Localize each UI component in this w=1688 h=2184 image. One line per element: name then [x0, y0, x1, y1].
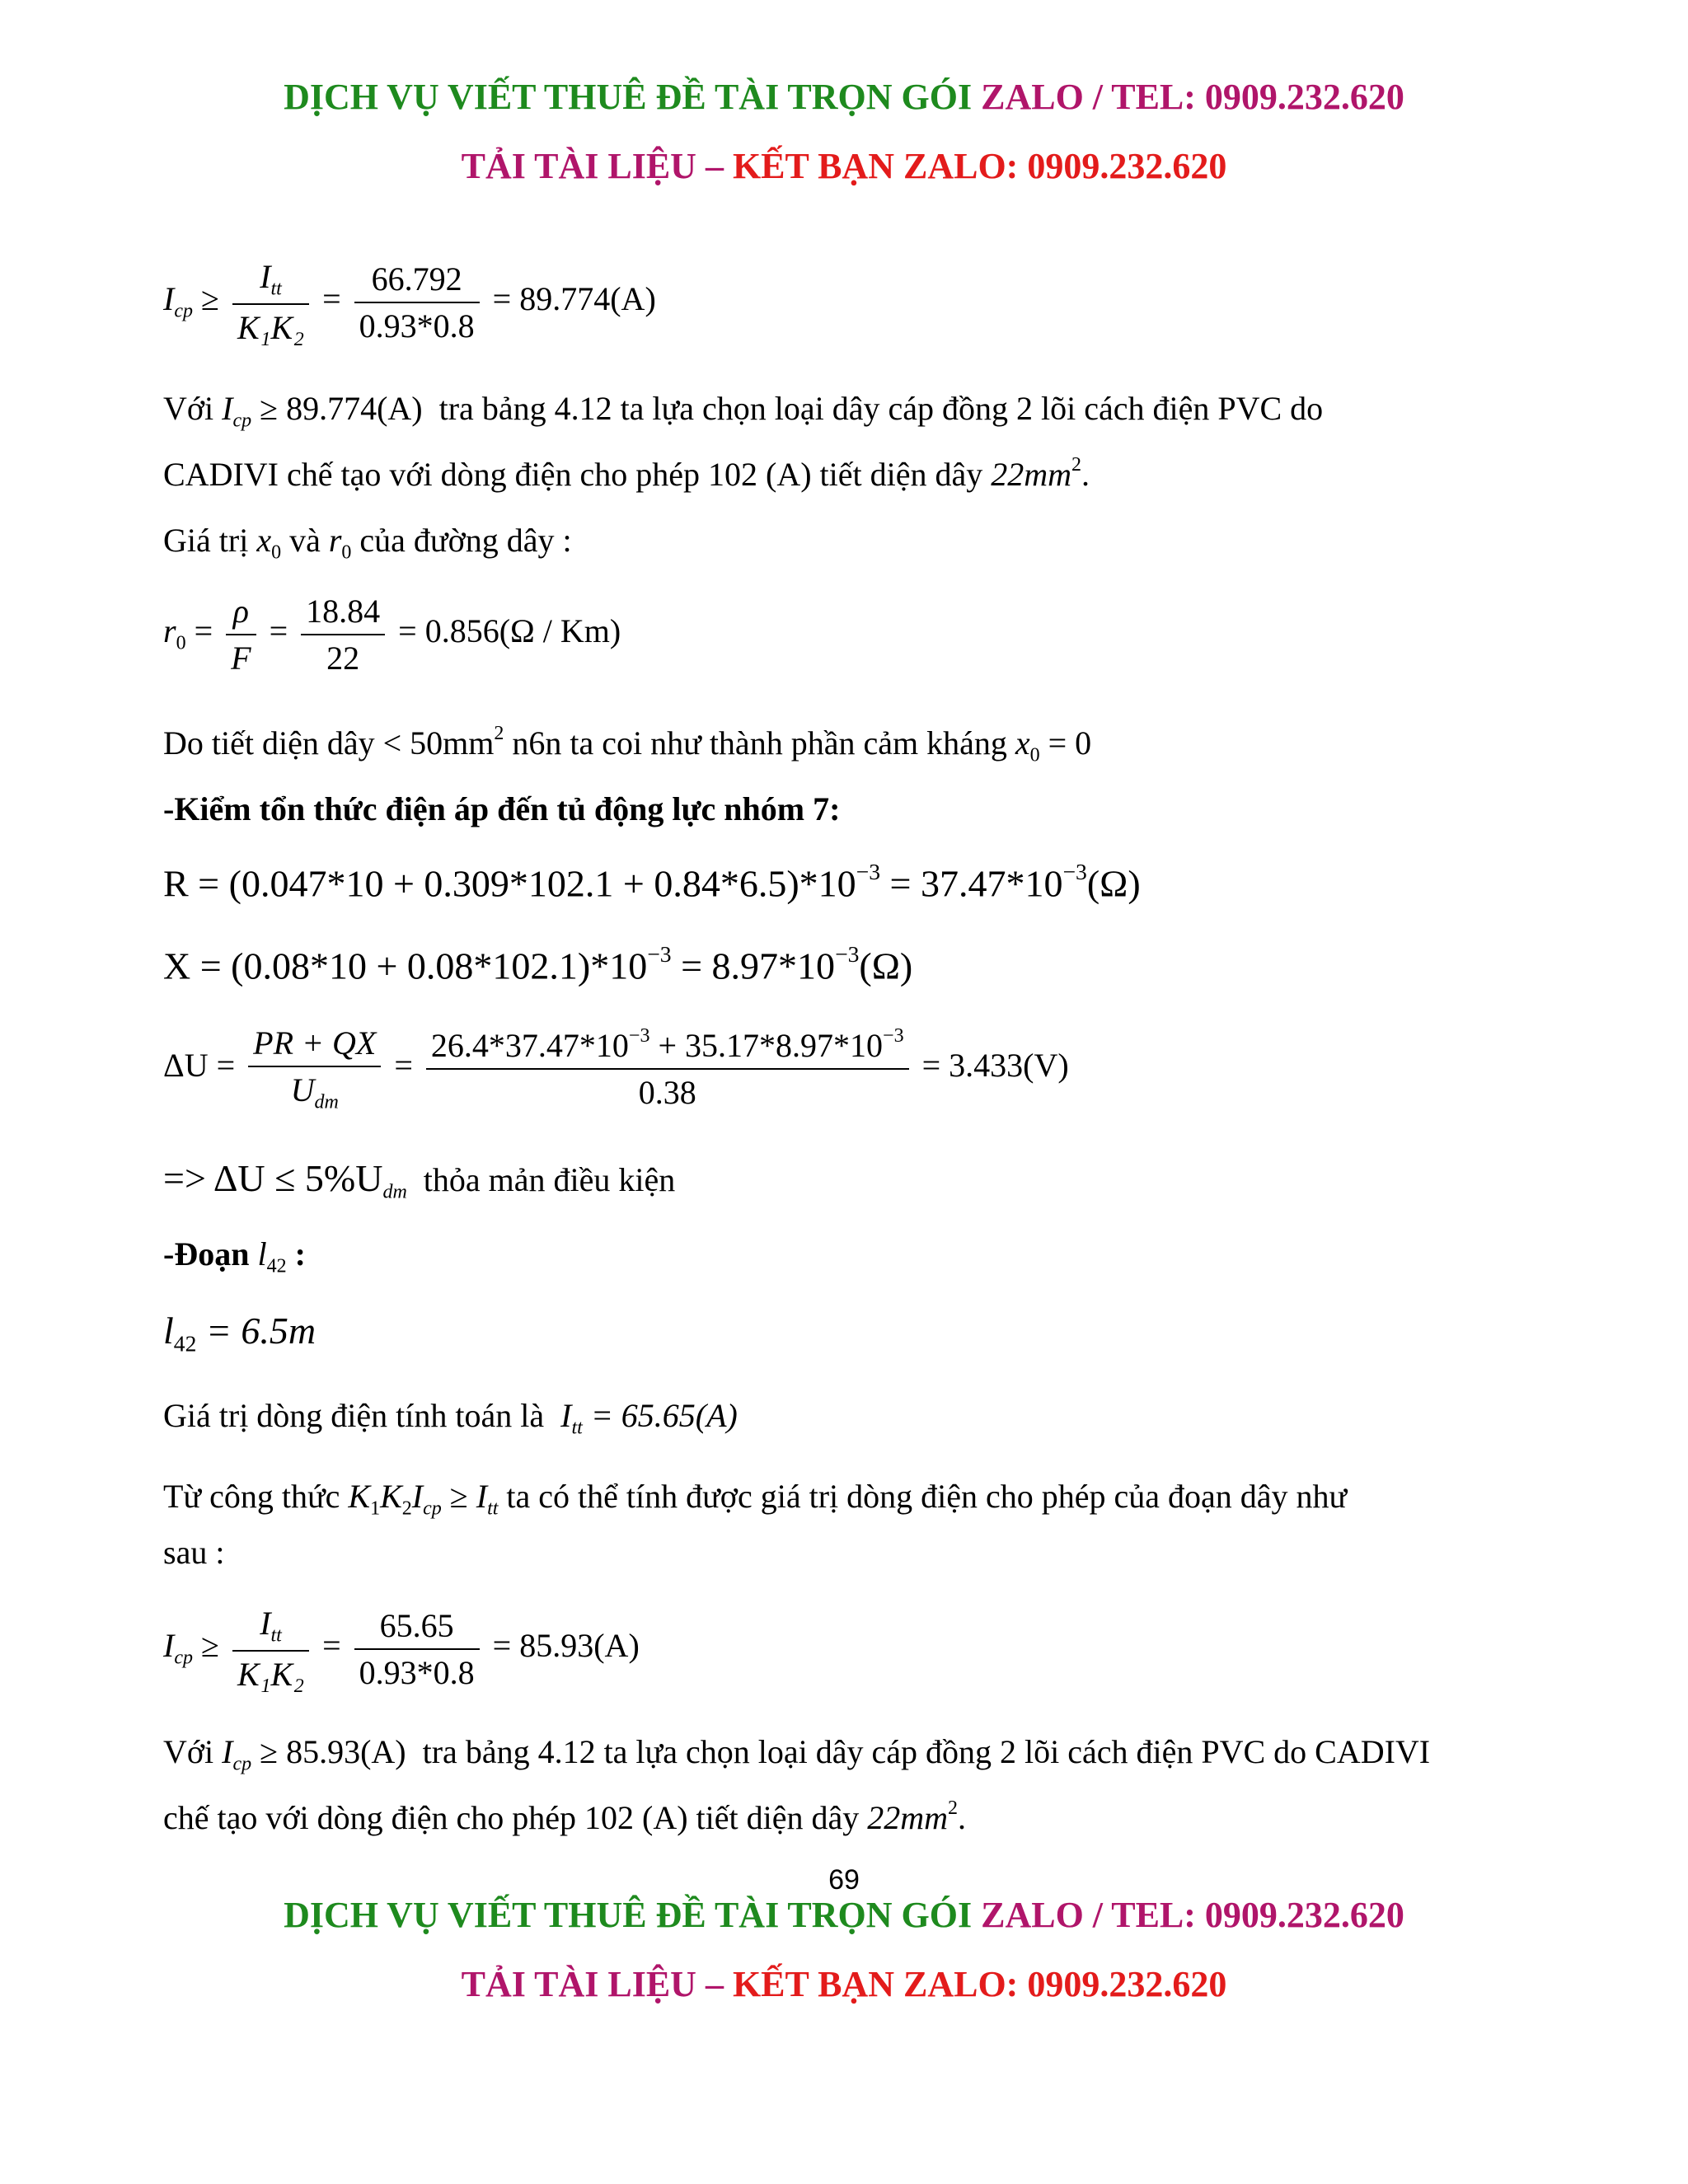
- paragraph-formula-cont: sau :: [163, 1534, 225, 1571]
- header-contact-text: ZALO / TEL: 0909.232.620: [981, 77, 1404, 117]
- footer-service-line: [0, 1894, 1688, 1936]
- footer-contact-text: ZALO / TEL: 0909.232.620: [981, 1895, 1404, 1935]
- header-download-line: [0, 145, 1688, 187]
- equation-delta-u: ΔU = $\frac{PR + QX}{U_{dm}}$ = $\frac{26.4*37.47*10^{-3} + 35.17*8.97*10^{-3}}{0.38}$ = 3.433(V): [163, 1024, 1069, 1113]
- heading-voltage-drop-group7: -Kiểm tổn thức điện áp đến tủ động lực nhóm 7:: [163, 790, 841, 827]
- paragraph-cadivi-1: CADIVI chế tạo với dòng điện cho phép 102 (A) tiết diện dây $22mm^2$.: [163, 454, 1090, 493]
- equation-l42: $l_{42} = 6.5m$: [163, 1310, 316, 1357]
- footer-zalo-text: KẾT BẠN ZALO: 0909.232.620: [732, 1964, 1227, 2004]
- footer-download-line: [0, 1963, 1688, 2005]
- paragraph-formula: Từ công thức $K_1K_2I_{cp} \ge I_{tt}$ ta có thể tính được giá trị dòng điện cho phép của đoạn dây như: [163, 1478, 1348, 1520]
- paragraph-select-cable-2: Với $I_{cp} \ge 85.93(A)$ tra bảng 4.12 ta lựa chọn loại dây cáp đồng 2 lõi cách điện PVC do CADIVI: [163, 1733, 1431, 1775]
- equation-reactance: $X = (0.08*10 + 0.08*102.1)*10^{-3} = 8.97*10^{-3}(\Omega)$: [163, 941, 913, 987]
- paragraph-select-cable-1: Với $I_{cp} \ge 89.774(A)$ tra bảng 4.12 ta lựa chọn loại dây cáp đồng 2 lõi cách điện PVC do: [163, 390, 1324, 432]
- paragraph-cadivi-2: chế tạo với dòng điện cho phép 102 (A) tiết diện dây $22mm^2$.: [163, 1797, 967, 1836]
- paragraph-calc-current: Giá trị dòng điện tính toán là $I_{tt} = 65.65(A)$: [163, 1397, 738, 1439]
- header-download-text: TẢI TÀI LIỆU –: [461, 146, 724, 186]
- header-service-text: DỊCH VỤ VIẾT THUÊ ĐỀ TÀI TRỌN GÓI: [284, 77, 973, 117]
- equation-r0: $r_0$ = $\frac{\rho}{F}$ = $\frac{18.84}{22}$ = 0.856(Ω / Km): [163, 593, 621, 677]
- page-number: 69: [828, 1864, 860, 1896]
- paragraph-x0-r0: Giá trị $x_0$ và $r_0$ của đường dây :: [163, 522, 572, 564]
- equation-resistance: $R = (0.047*10 + 0.309*102.1 + 0.84*6.5)*10^{-3} = 37.47*10^{-3}(\Omega)$: [163, 859, 1141, 905]
- footer-download-text: TẢI TÀI LIỆU –: [461, 1964, 724, 2004]
- equation-icp-2: $I_{cp}$ ≥ $\frac{I_{tt}}{\text{K₁K₂}}$ = $\frac{65.65}{0.93*0.8}$ = 85.93(A): [163, 1605, 640, 1694]
- heading-segment-l42: -Đoạn $l_{42}$ :: [163, 1235, 306, 1277]
- header-zalo-text: KẾT BẠN ZALO: 0909.232.620: [732, 146, 1227, 186]
- header-service-line: [0, 76, 1688, 118]
- paragraph-reactance: Do tiết diện dây < $50mm^2$ n6n ta coi như thành phần cảm kháng $x_0 = 0$: [163, 723, 1092, 766]
- paragraph-condition: => $\Delta U \le 5\%U_{dm}$ thỏa mản điều kiện: [163, 1157, 676, 1203]
- footer-service-text: DỊCH VỤ VIẾT THUÊ ĐỀ TÀI TRỌN GÓI: [284, 1895, 973, 1935]
- equation-icp-1: $I_{cp}$ ≥ $\frac{I_{tt}}{\text{K₁K₂}}$ = $\frac{66.792}{0.93*0.8}$ = 89.774(A): [163, 258, 656, 347]
